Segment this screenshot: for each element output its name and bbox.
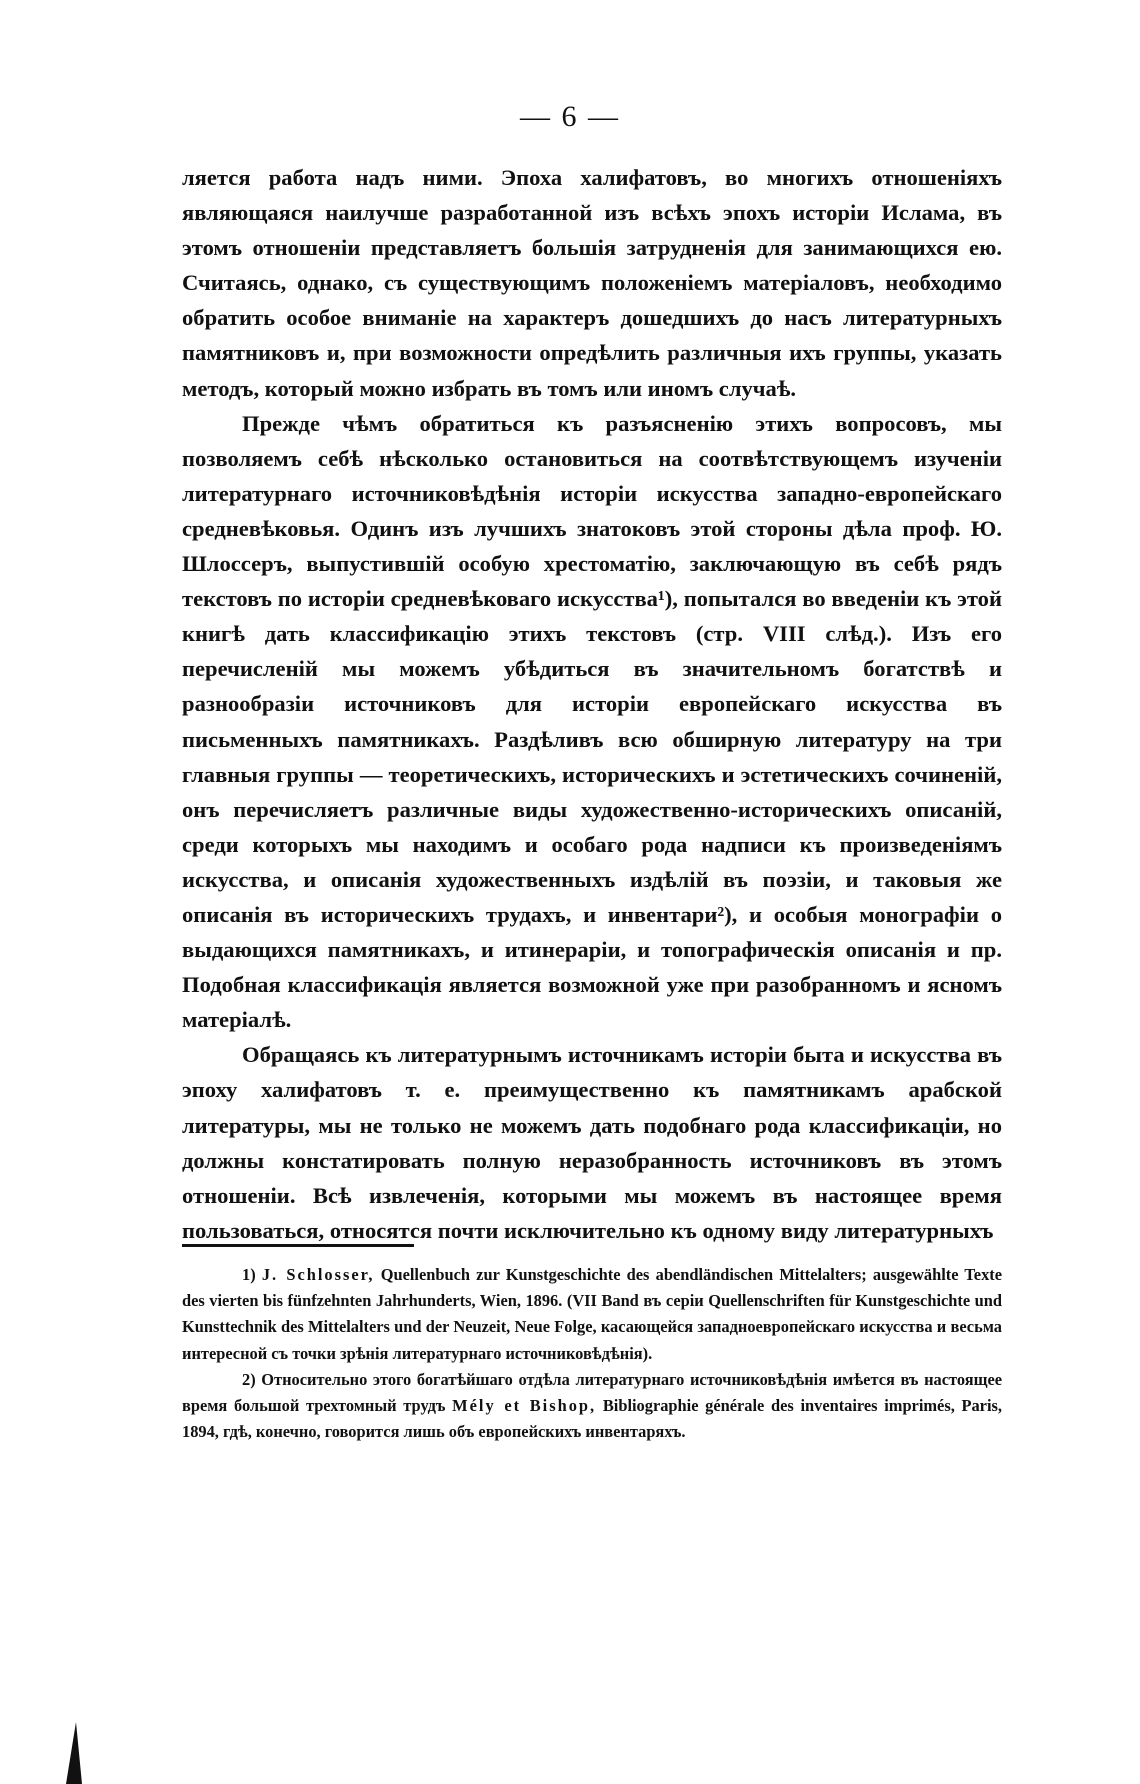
footnote-1-author: J. Schlosser, (261, 1265, 375, 1284)
footnote-2-authors: Mély et Bishop, (452, 1396, 597, 1416)
footnote-1-text: Quellenbuch zur Kunstgeschichte des abendländischen Mittelalters; ausgewählte Texte des vierten bis fünfzehnten Jahrhunderts, Wien, 1896. (VII Band въ серіи Quellenschriften für Kunstgeschichte und Kunsttechnik des Mittelalters und der Neuzeit, Neue Folge, касающейся западноевропейскаго искусства и весьма интересной съ точки зрѣнія литературнаго источниковѣдѣнія). (182, 1265, 1003, 1363)
footnote-1-marker: 1) (242, 1265, 256, 1284)
main-text (182, 160, 1002, 1248)
footnote-2 (182, 1367, 1002, 1446)
paragraph-3: Обращаясь къ литературнымъ источникамъ исторіи быта и искусства въ эпоху халифатовъ т. е. преимущественно къ памятникамъ арабской литературы, мы не только не можемъ дать подобнаго рода классификаціи, но должны констатировать полную неразобранность источниковъ въ этомъ отношеніи. Всѣ извлеченія, которыми мы можемъ въ настоящее время пользоваться, относятся почти исключительно къ одному виду литературныхъ (182, 1042, 1002, 1243)
footnote-2-marker: 2) (242, 1369, 256, 1389)
page-edge-mark (66, 1722, 82, 1784)
footnotes (182, 1262, 1002, 1445)
paragraph-2: Прежде чѣмъ обратиться къ разъясненію этихъ вопросовъ, мы позволяемъ себѣ нѣсколько остановиться на соотвѣтствующемъ изученіи литературнаго источниковѣдѣнія исторіи искусства западно-европейскаго средневѣковья. Одинъ изъ лучшихъ знатоковъ этой стороны дѣла проф. Ю. Шлоссеръ, выпустившій особую хрестоматію, заключающую въ себѣ рядъ текстовъ по исторіи средневѣковаго искусства¹), попытался во введеніи къ этой книгѣ дать классификацію этихъ текстовъ (стр. VIII слѣд.). Изъ его перечисленій мы можемъ убѣдиться въ значительномъ богатствѣ и разнообразіи источниковъ для исторіи европейскаго искусства въ письменныхъ памятникахъ. Раздѣливъ всю обширную литературу на три главныя группы — теоретическихъ, историческихъ и эстетическихъ сочиненій, онъ перечисляетъ различные виды художественно-историческихъ описаній, среди которыхъ мы находимъ и особаго рода надписи къ произведеніямъ искусства, и описанія художественныхъ издѣлій въ поэзіи, и таковыя же описанія въ историческихъ трудахъ, и инвентари²), и особыя монографіи о выдающихся памятникахъ, и итинераріи, и топографическія описанія и пр. Подобная классификація является возможной уже при разобранномъ и ясномъ матеріалѣ. (182, 410, 1002, 1033)
page-number: — 6 — (520, 100, 620, 133)
paragraph-1: ляется работа надъ ними. Эпоха халифатовъ, во многихъ отношеніяхъ являющаяся наилучше разработанной изъ всѣхъ эпохъ исторіи Ислама, въ этомъ отношеніи представляетъ большія затрудненія для занимающихся ею. Считаясь, однако, съ существующимъ положеніемъ матеріаловъ, необходимо обратить особое вниманіе на характеръ дошедшихъ до насъ литературныхъ памятниковъ и, при возможности опредѣлить различныя ихъ группы, указать методъ, который можно избрать въ томъ или иномъ случаѣ. (182, 165, 1002, 401)
footnote-1 (182, 1262, 1002, 1367)
footnote-2-text-before: Относительно этого богатѣйшаго отдѣла литературнаго источниковѣдѣнія имѣется въ настоящее время большой трехтомный трудъ (182, 1369, 1002, 1416)
footnote-2-text-after: Bibliographie générale des inventaires imprimés, Paris, 1894, гдѣ, конечно, говорится лишь объ европейскихъ инвентаряхъ. (182, 1396, 1002, 1442)
footnote-separator (182, 1244, 414, 1247)
